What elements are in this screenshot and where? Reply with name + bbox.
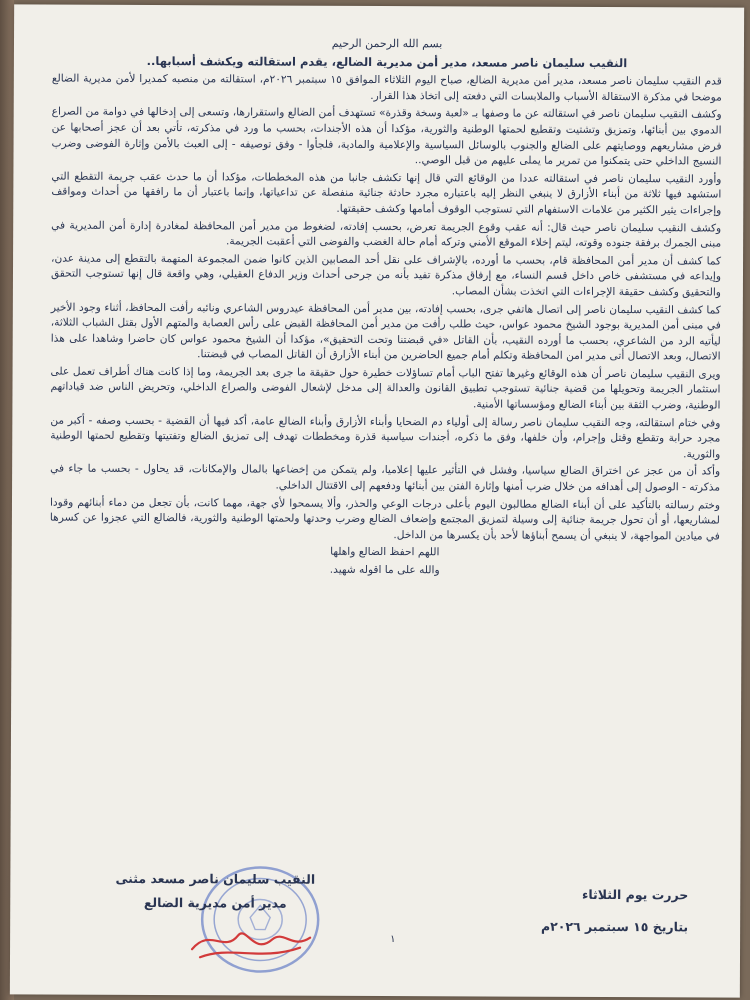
paragraph-5: كما كشف أن مدير أمن المحافظة قام، بحسب ما أورده، بالإشراف على نقل أحد المصابين الذين كانوا ضمن المجموعة المتهمة بالتقطع إلى مدينة عدن، وإيداعه في مستشفى خاص داخل قسم النساء، مع إرفاق مذكرة تفيد بأنه من جرحى أحداث وزير الدفاع العقيلي، وهي واقعة قال إنها تستوجب التحقق والتحقيق وكشف حقيقة الإجراءات التي اتخذت بشأن المصاب. [50, 252, 722, 299]
closing-prayer: اللهم احفظ الضالع واهلها [330, 546, 440, 559]
signature-name: النقيب سليمان ناصر مسعد مثنى [115, 870, 316, 887]
date-line-day: حررت يوم الثلاثاء [581, 886, 689, 903]
paragraph-3: وأورد النقيب سليمان ناصر في استقالته عددا من الوقائع التي قال إنها تكشف جانبا من هذه المخططات، مؤكدا أن ما حدث عقب جريمة التقطع التي استشهد فيها ثلاثة من أبناء الأزارق لا ينبغي النظر إليه باعتباره مجرد حادثة جنائية منفصلة عن تداعياتها، وإنما باعتبار أن ما رافقها من أحداث ومواقف وإجراءات يثير الكثير من علامات الاستفهام التي تستوجب الوقوف أمامها وكشف حقيقتها. [51, 170, 722, 217]
page-number: ١ [390, 934, 396, 946]
paragraph-2: وكشف النقيب سليمان ناصر في استقالته عن ما وصفها بـ «لعبة وسخة وقذرة» تستهدف أمن الضالع واستقرارها، وتسعى إلى إدخالها في دوامة من الصراع الدموي بين أبنائها، وتمزيق وتشتيت وتقطيع لحمتها الوطنية والثورية، مؤكدا أن هذه الأجندات، بحسب ما ورد في مذكرته، تأتي بعد أن عجز أصحابها عن فرض مشاريعهم ووصايتهم على الضالع والجنوب بالوسائل السياسية والإعلامية والمادية، فلجأوا - وفق توصيفه - إلى العبث بالأمن وإثارة الفوضى وضرب النسيج الداخلي حتى يتمكنوا من تمرير ما يملى عليهم من قبل الوصي.. [51, 105, 722, 168]
closing-oath: والله على ما اقوله شهيد. [329, 563, 440, 577]
paragraph-4: وكشف النقيب سليمان ناصر حيث قال: أنه عقب وقوع الجريمة تعرض، بحسب إفادته، لضغوط من مدير أمن المحافظة لمغادرة إدارة أمن المديرية في مبنى الجمرك برفقة جنوده وقوته، ليتم إخلاء الموقع الأمني وتركه أمام حالة الغضب والفوضى التي أعقبت الجريمة. [51, 219, 722, 250]
paper-sheet [10, 4, 744, 997]
letter-body [50, 35, 722, 581]
date-block [488, 878, 688, 943]
basmala: بسم الله الرحمن الرحيم [331, 36, 443, 51]
paragraph-8: وفي ختام استقالته، وجه النقيب سليمان ناصر رسالة إلى أولياء دم الضحايا وأبناء الأزارق وأبناء الضالع عامة، أكد فيها أن القضية - بحسب وصفه - أكبر من مجرد حرابة وتقطع وقتل وإجرام، وأن خلفها، وفق ما ذكره، أجندات سياسية قذرة ومخططات تهدف إلى تمزيق الضالع وتفتيتها وتقطيع لحمتها الوطنية والثورية. [50, 414, 721, 461]
paragraph-10: وختم رسالته بالتأكيد على أن أبناء الضالع مطالبون اليوم بأعلى درجات الوعي والحذر، وألا يسمحوا لأي جهة، مهما كانت، بأن تجعل من دماء أبنائهم وقودا لمشاريعها، أو أن تحول جريمة جنائية إلى وسيلة لتمزيق المجتمع وإضعاف الضالع وضرب وحدتها ولحمتها الوطنية والثورية، فالضالع التي عجزوا عن كسرها في ميادين المواجهة، لا ينبغي أن يسمح أبناؤها لأحد بأن يكسرها من الداخل. [49, 496, 721, 543]
paragraph-9: وأكد أن من عجز عن اختراق الضالع سياسيا، وفشل في التأثير عليها إعلاميا، ولم يتمكن من إخضاعها بالمال والإمكانات، قد يحاول - بحسب ما جاء في مذكرته - الوصول إلى أهدافه من خلال ضرب أمنها وإثارة الفتن بين أبنائها ودفعهم إلى الاقتتال الداخلي. [50, 463, 721, 494]
headline: النقيب سليمان ناصر مسعد، مدير أمن مديرية الضالع، يقدم استقالته ويكشف أسبابها.. [146, 53, 628, 70]
paragraph-6: كما كشف النقيب سليمان ناصر إلى اتصال هاتفي جرى، بحسب إفادته، بين مدير أمن المحافظة عيدروس الشاعري ونائبه رأفت المحافظ، أثناء وجود الأخير في مبنى أمن المديرية بوجود الشيخ محمود عواس، حيث طلب رأفت من مدير أمن المحافظة القبض على رأس العصابة والمتهم الأول بقتل الشباب الثلاثة، ليأتيه الرد من الشاعري، بحسب ما أورده النقيب، بأن القاتل «في قبضتنا وتحت التحقيق»، مؤكدا أن الشيخ محمود عواس كان حاضرا وشاهدا على هذا الاتصال، وبعد الاتصال أتى مدير امن المحافظة وتكلم أمام جميع الحاضرين من أبناء الأزارق أن القاتل المصاب في قبضتنا. [50, 301, 721, 363]
signature-block [70, 867, 360, 916]
signature-title: مدير أمن مديرية الضالع [143, 894, 287, 911]
paragraph-1: قدم النقيب سليمان ناصر مسعد، مدير أمن مديرية الضالع، صباح اليوم الثلاثاء الموافق ١٥ سبتمبر ٢٠٢٦م، استقالته من منصبه كمديرا لأمن مديرية الضالع موضحا في مذكرة الاستقالة الأسباب والملابسات التي دفعته إلى اتخاذ هذا القرار. [51, 72, 722, 104]
paragraph-7: ويرى النقيب سليمان ناصر أن هذه الوقائع وغيرها تفتح الباب أمام تساؤلات خطيرة حول حقيقة ما جرى بعد الجريمة، وما إذا كانت هناك أطراف تعمل على استثمار الجريمة وتحويلها من قضية جنائية تستوجب تطبيق القانون والعدالة إلى مدخل لإشعال الفوضى والصراع الداخلي، وتحريض الناس ضد قياداتهم الوطنية، وضرب الثقة بين أبناء الضالع ومؤسساتها الأمنية. [50, 365, 721, 412]
date-line-date: بتاريخ ١٥ سبتمبر ٢٠٢٦م [540, 918, 689, 935]
